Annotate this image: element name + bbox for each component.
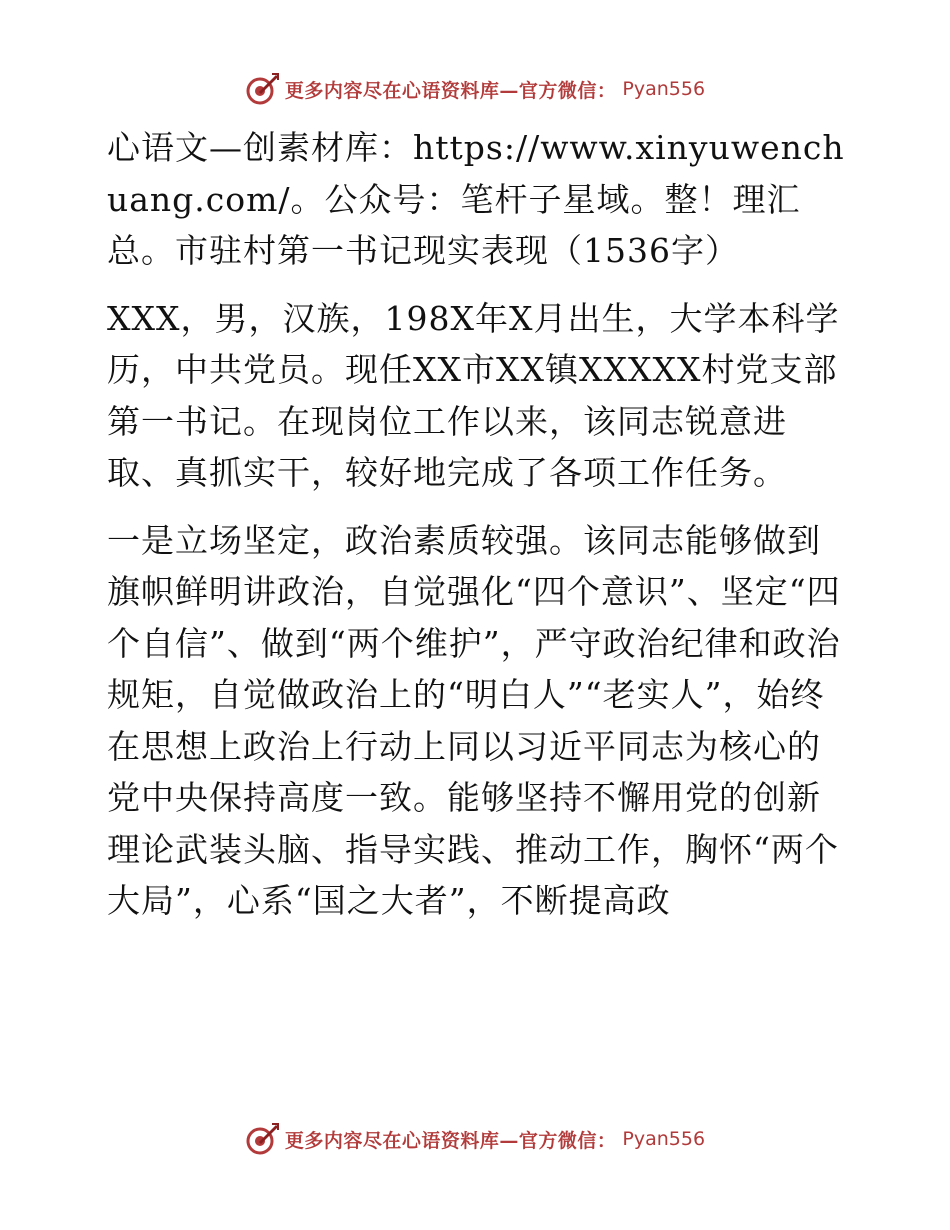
watermark-wechat-id: Pyan556 (622, 78, 706, 100)
intro-paragraph: 心语文—创素材库：https://www.xinyuwenchuang.com/。公众号：笔杆子星域。整！理汇总。市驻村第一书记现实表现（1536字） (107, 128, 845, 270)
header-watermark-banner (0, 72, 950, 106)
footer-watermark-banner (0, 1122, 950, 1156)
watermark-wechat-id: Pyan556 (622, 1128, 706, 1150)
watermark-text: 更多内容尽在心语资料库—官方微信： (284, 79, 617, 102)
document-body (97, 122, 852, 927)
watermark-text: 更多内容尽在心语资料库—官方微信： (284, 1129, 617, 1152)
profile-paragraph: XXX，男，汉族，198X年X月出生，大学本科学历，中共党员。现任XX市XX镇XXXXX村党支部第一书记。在现岗位工作以来，该同志锐意进取、真抓实干，较好地完成了各项工作任务。 (107, 298, 840, 492)
political-stance-paragraph: 一是立场坚定，政治素质较强。该同志能够做到旗帜鲜明讲政治，自觉强化“四个意识”、坚定“四个自信”、做到“两个维护”，严守政治纪律和政治规矩，自觉做政治上的“明白人”“老实人”，始终在思想上政治上行动上同以习近平同志为核心的党中央保持高度一致。能够坚持不懈用党的创新理论武装头脑、指导实践、推动工作，胸怀“两个大局”，心系“国之大者”，不断提高政 (107, 520, 841, 920)
quill-seal-icon (245, 72, 279, 106)
quill-seal-icon (245, 1122, 279, 1156)
